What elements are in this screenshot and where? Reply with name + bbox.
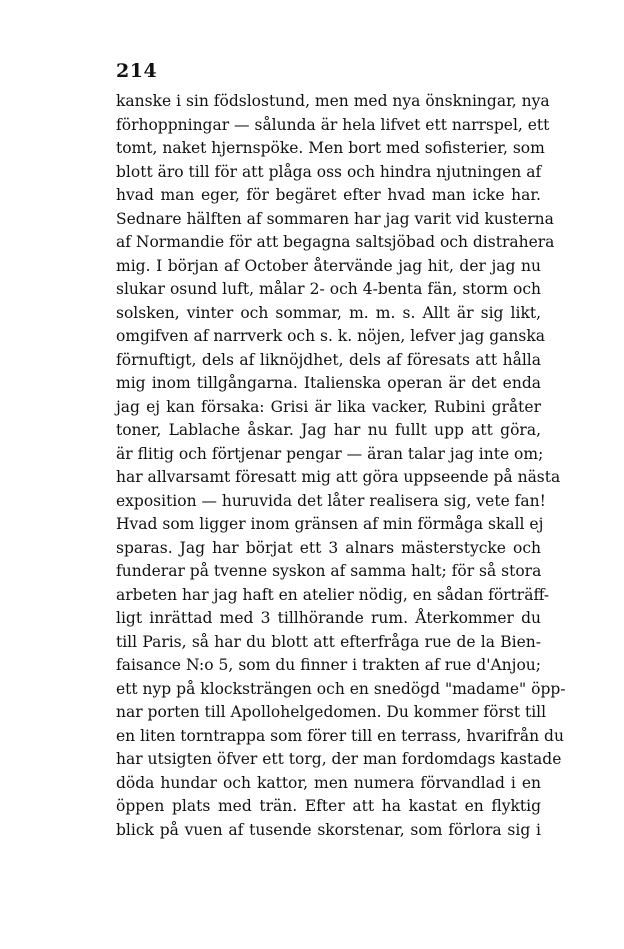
page-number: 214 [116,60,158,82]
text-line: sparas. Jag har börjat ett 3 alnars mästerstycke och [116,538,541,557]
text-line: döda hundar och kattor, men numera förvandlad i en [116,773,541,792]
text-line: till Paris, så har du blott att efterfråga rue de la Bien- [116,632,541,651]
text-line: förhoppningar — sålunda är hela lifvet ett narrspel, ett [116,115,550,134]
text-line: en liten torntrappa som förer till en terrass, hvarifrån du [116,726,564,745]
text-line: har utsigten öfver ett torg, der man fordomdags kastade [116,750,562,768]
text-line: slukar osund luft, målar 2- och 4-benta fän, storm och [116,280,541,298]
text-line: blick på vuen af tusende skorstenar, som förlora sig i [116,820,541,839]
text-line: öppen plats med trän. Efter att ha kastat en flyktig [116,797,541,815]
text-line: kanske i sin födslostund, men med nya önskningar, nya [116,92,550,110]
text-line: förnuftigt, dels af liknöjdhet, dels af föresats att hålla [116,350,541,369]
text-line: är flitig och förtjenar pengar — äran talar jag inte om; [116,444,544,463]
text-line: af Normandie för att begagna saltsjöbad och distrahera [116,233,555,251]
text-line: tomt, naket hjernspöke. Men bort med sofisterier, som [116,139,545,157]
text-line: arbeten har jag haft en atelier nödig, en sådan förträff- [116,585,550,604]
text-line: funderar på tvenne syskon af samma halt; för så stora [116,562,542,580]
text-line: toner, Lablache åskar. Jag har nu fullt upp att göra, [116,421,541,439]
text-line: exposition — huruvida det låter realisera sig, vete fan! [116,491,546,510]
text-line: hvad man eger, för begäret efter hvad man icke har. [116,186,541,204]
text-line: mig inom tillgångarna. Italienska operan är det enda [116,374,541,392]
text-line: ett nyp på klocksträngen och en snedögd "madame" öpp- [116,679,566,698]
text-line: jag ej kan försaka: Grisi är lika vacker, Rubini gråter [116,397,541,416]
text-line: blott äro till för att plåga oss och hindra njutningen af [116,162,542,181]
text-line: Sednare hälften af sommaren har jag varit vid kusterna [116,209,554,228]
text-line: Hvad som ligger inom gränsen af min förmåga skall ej [116,515,544,533]
text-line: mig. I början af October återvände jag hit, der jag nu [116,256,541,275]
text-line: har allvarsamt föresatt mig att göra uppseende på nästa [116,468,561,486]
body-text [116,90,566,842]
text-line: nar porten till Apollohelgedomen. Du kommer först till [116,703,547,721]
text-line: faisance N:o 5, som du finner i trakten af rue d'Anjou; [116,656,541,674]
text-line: solsken, vinter och sommar, m. m. s. Allt är sig likt, [116,303,541,322]
text-line: ligt inrättad med 3 tillhörande rum. Återkommer du [116,609,541,627]
text-line: omgifven af narrverk och s. k. nöjen, lefver jag ganska [116,327,545,345]
